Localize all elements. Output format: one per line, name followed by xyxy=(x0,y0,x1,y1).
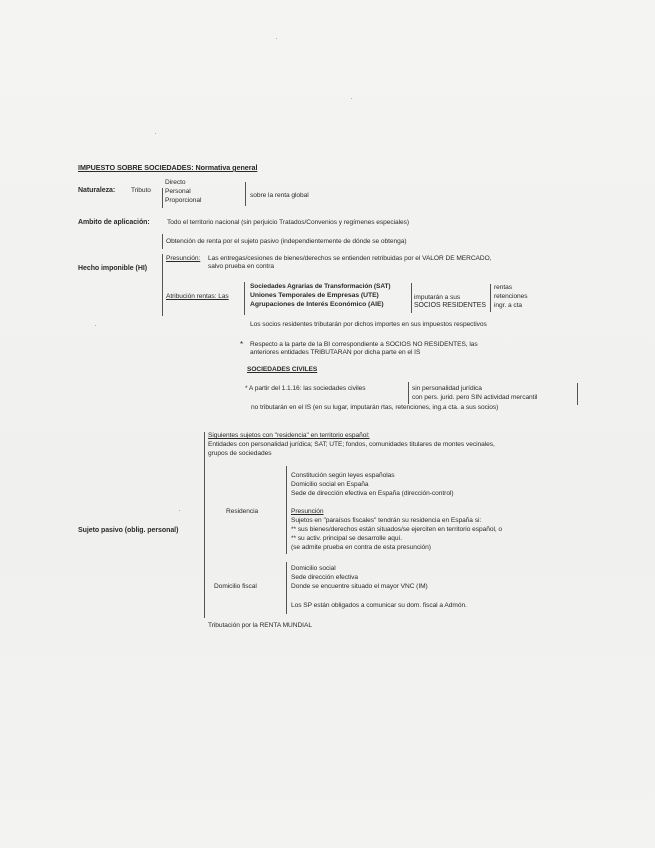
bracket-line xyxy=(162,234,163,249)
bullet-star: * xyxy=(240,340,244,349)
naturaleza-note: sobre la renta global xyxy=(250,192,309,199)
imputaran-text: imputarán a sus xyxy=(414,294,461,301)
civiles-no-tributan: no tributarán en el IS (en su lugar, imputarán rtas, retenciones, ing.a cta. a sus socios) xyxy=(251,404,499,411)
sujeto-intro3: grupos de sociedades xyxy=(208,450,272,457)
document-title: IMPUESTO SOBRE SOCIEDADES: Normativa general xyxy=(78,163,258,172)
ambito-label: Ambito de aplicación: xyxy=(78,219,150,226)
no-residentes-line1: Respecto a la parte de la BI correspondiente a SOCIOS NO RESIDENTES, las xyxy=(250,341,478,348)
residencia-item: Sede de dirección efectiva en España (dirección-control) xyxy=(291,490,454,497)
presuncion-item: ** sus bienes/derechos están situados/se ejerciten en territorio español, o xyxy=(291,526,503,533)
bracket-line xyxy=(162,254,163,316)
bracket-line xyxy=(204,432,205,618)
civiles-sin-actividad: con pers. jurid. pero SIN actividad mercantil xyxy=(412,394,538,401)
civiles-sin-personalidad: sin personalidad jurídica xyxy=(412,385,482,392)
entidad-sat: Sociedades Agrarias de Transformación (SAT) xyxy=(250,283,391,290)
bracket-line xyxy=(244,282,245,315)
bracket-line xyxy=(411,283,412,313)
comunicar-text: Los SP están obligados a comunicar su dom. fiscal a Admón. xyxy=(291,602,467,609)
civiles-intro: * A partir del 1.1.16: las sociedades civiles xyxy=(245,385,366,392)
bracket-line xyxy=(286,562,287,614)
entidad-aie: Agrupaciones de Interés Económico (AIE) xyxy=(250,301,384,308)
bracket-line xyxy=(408,382,409,404)
bracket-line xyxy=(245,182,246,206)
bracket-line xyxy=(490,284,491,312)
presuncion-line1: Las entregas/cesiones de bienes/derechos se entienden retribuidas por el VALOR DE MERCADO, xyxy=(208,255,492,262)
naturaleza-label: Naturaleza: xyxy=(78,187,116,194)
scan-speck xyxy=(95,325,96,326)
naturaleza-item: Proporcional xyxy=(165,197,202,204)
bracket-line xyxy=(577,383,578,405)
rentas-item: retenciones xyxy=(494,293,528,300)
ambito-text: Todo el territorio nacional (sin perjuicio Tratados/Convenios y regímenes especiales) xyxy=(167,219,410,226)
scan-speck xyxy=(351,98,352,99)
rentas-item: rentas xyxy=(494,284,513,291)
residencia-label: Residencia xyxy=(226,508,259,515)
obtencion-text: Obtención de renta por el sujeto pasivo (independientemente de dónde se obtenga) xyxy=(166,238,407,245)
sujeto-label: Sujeto pasivo (oblig. personal) xyxy=(78,527,179,534)
residencia-item: Constitución según leyes españolas xyxy=(291,472,395,479)
rentas-item: ingr. a cta xyxy=(494,302,523,309)
socios-tributan: Los socios residentes tributarán por dichos importes en sus impuestos respectivos xyxy=(250,321,487,328)
domicilio-item: Domicilio social xyxy=(291,565,336,572)
scan-speck xyxy=(155,133,156,134)
scan-speck xyxy=(276,38,277,39)
presuncion-item: ** su activ. principal se desarrolle aquí. xyxy=(291,535,403,542)
domicilio-label: Domicilio fiscal xyxy=(214,583,257,590)
naturaleza-item: Directo xyxy=(165,179,186,186)
sujeto-intro2: Entidades con personalidad jurídica; SAT; UTE; fondos, comunidades titulares de montes vecinales, xyxy=(208,441,495,448)
atribucion-label: Atribución rentas: Las xyxy=(166,293,229,300)
socios-residentes: SOCIOS RESIDENTES xyxy=(414,302,486,309)
presuncion-line2: salvo prueba en contra xyxy=(208,263,274,270)
sociedades-civiles-title: SOCIEDADES CIVILES xyxy=(247,366,318,373)
domicilio-item: Donde se encuentre situado el mayor VNC (IM) xyxy=(291,583,428,590)
no-residentes-line2: anteriores entidades TRIBUTARAN por dicha parte en el IS xyxy=(250,349,421,356)
scan-speck xyxy=(179,510,180,511)
domicilio-item: Sede dirección efectiva xyxy=(291,574,359,581)
bracket-line xyxy=(162,188,163,208)
residencia-item: Domicilio social en España xyxy=(291,481,369,488)
presuncion-title: Presunción xyxy=(291,508,324,515)
naturaleza-sublabel: Tributo xyxy=(131,187,151,194)
renta-mundial-text: Tributación por la RENTA MUNDIAL xyxy=(208,622,312,629)
naturaleza-item: Personal xyxy=(165,188,191,195)
presuncion-label: Presunción: xyxy=(166,255,201,262)
hecho-label: Hecho imponible (HI) xyxy=(78,265,148,272)
presuncion-item: Sujetos en "paraísos fiscales" tendrán su residencia en España si: xyxy=(291,517,482,524)
presuncion-item: (se admite prueba en contra de esta presunción) xyxy=(291,544,431,551)
entidad-ute: Uniones Temporales de Empresas (UTE) xyxy=(250,292,379,299)
sujeto-intro1: Siguientes sujetos con "residencia" en territorio español: xyxy=(208,432,370,439)
bracket-line xyxy=(286,466,287,554)
